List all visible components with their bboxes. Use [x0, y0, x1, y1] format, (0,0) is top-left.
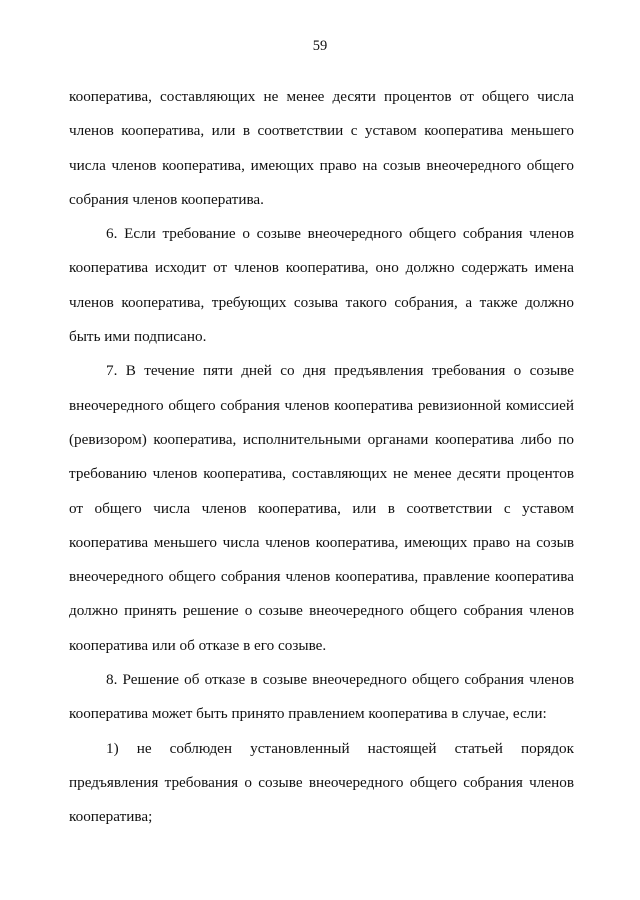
text-line: кооператива меньшего числа членов кооператива, имеющих право на созыв: [69, 533, 574, 551]
text-line: членов кооператива, или в соответствии с уставом кооператива меньшего: [69, 122, 574, 140]
text-line: кооператива или об отказе в его созыве.: [69, 636, 327, 654]
paragraph-8: [69, 663, 574, 732]
text-line: быть ими подписано.: [69, 328, 207, 346]
text-line: членов кооператива, требующих созыва такого собрания, а также должно: [69, 293, 574, 311]
document-body: [69, 80, 574, 835]
text-line: предъявления требования о созыве внеочередного общего собрания членов: [69, 773, 574, 791]
text-line: 7. В течение пяти дней со дня предъявления требования о созыве: [106, 362, 574, 380]
text-line: от общего числа членов кооператива, или в соответствии с уставом: [69, 499, 574, 517]
text-line: внеочередного общего собрания членов кооператива ревизионной комиссией: [69, 396, 574, 414]
text-line: числа членов кооператива, имеющих право на созыв внеочередного общего: [69, 156, 574, 174]
text-line: требованию членов кооператива, составляющих не менее десяти процентов: [69, 465, 574, 483]
text-line: кооператива, составляющих не менее десяти процентов от общего числа: [69, 88, 574, 105]
text-line: кооператива может быть принято правлением кооператива в случае, если:: [69, 705, 547, 723]
text-line: собрания членов кооператива.: [69, 190, 264, 208]
text-line: кооператива;: [69, 808, 153, 826]
paragraph-6: [69, 217, 574, 354]
text-line: кооператива исходит от членов кооператива, оно должно содержать имена: [69, 259, 574, 277]
text-line: 8. Решение об отказе в созыве внеочередного общего собрания членов: [106, 671, 574, 689]
paragraph-continuation: [69, 80, 574, 217]
text-line: внеочередного общего собрания членов кооператива, правление кооператива: [69, 568, 574, 586]
paragraph-7: [69, 354, 574, 663]
text-line: 6. Если требование о созыве внеочередного общего собрания членов: [106, 225, 574, 243]
page-number: 59: [312, 38, 328, 54]
text-line: 1) не соблюден установленный настоящей статьей порядок: [106, 739, 574, 757]
text-line: (ревизором) кооператива, исполнительными органами кооператива либо по: [69, 430, 574, 448]
list-item-1: [69, 732, 574, 835]
text-line: должно принять решение о созыве внеочередного общего собрания членов: [69, 602, 574, 620]
